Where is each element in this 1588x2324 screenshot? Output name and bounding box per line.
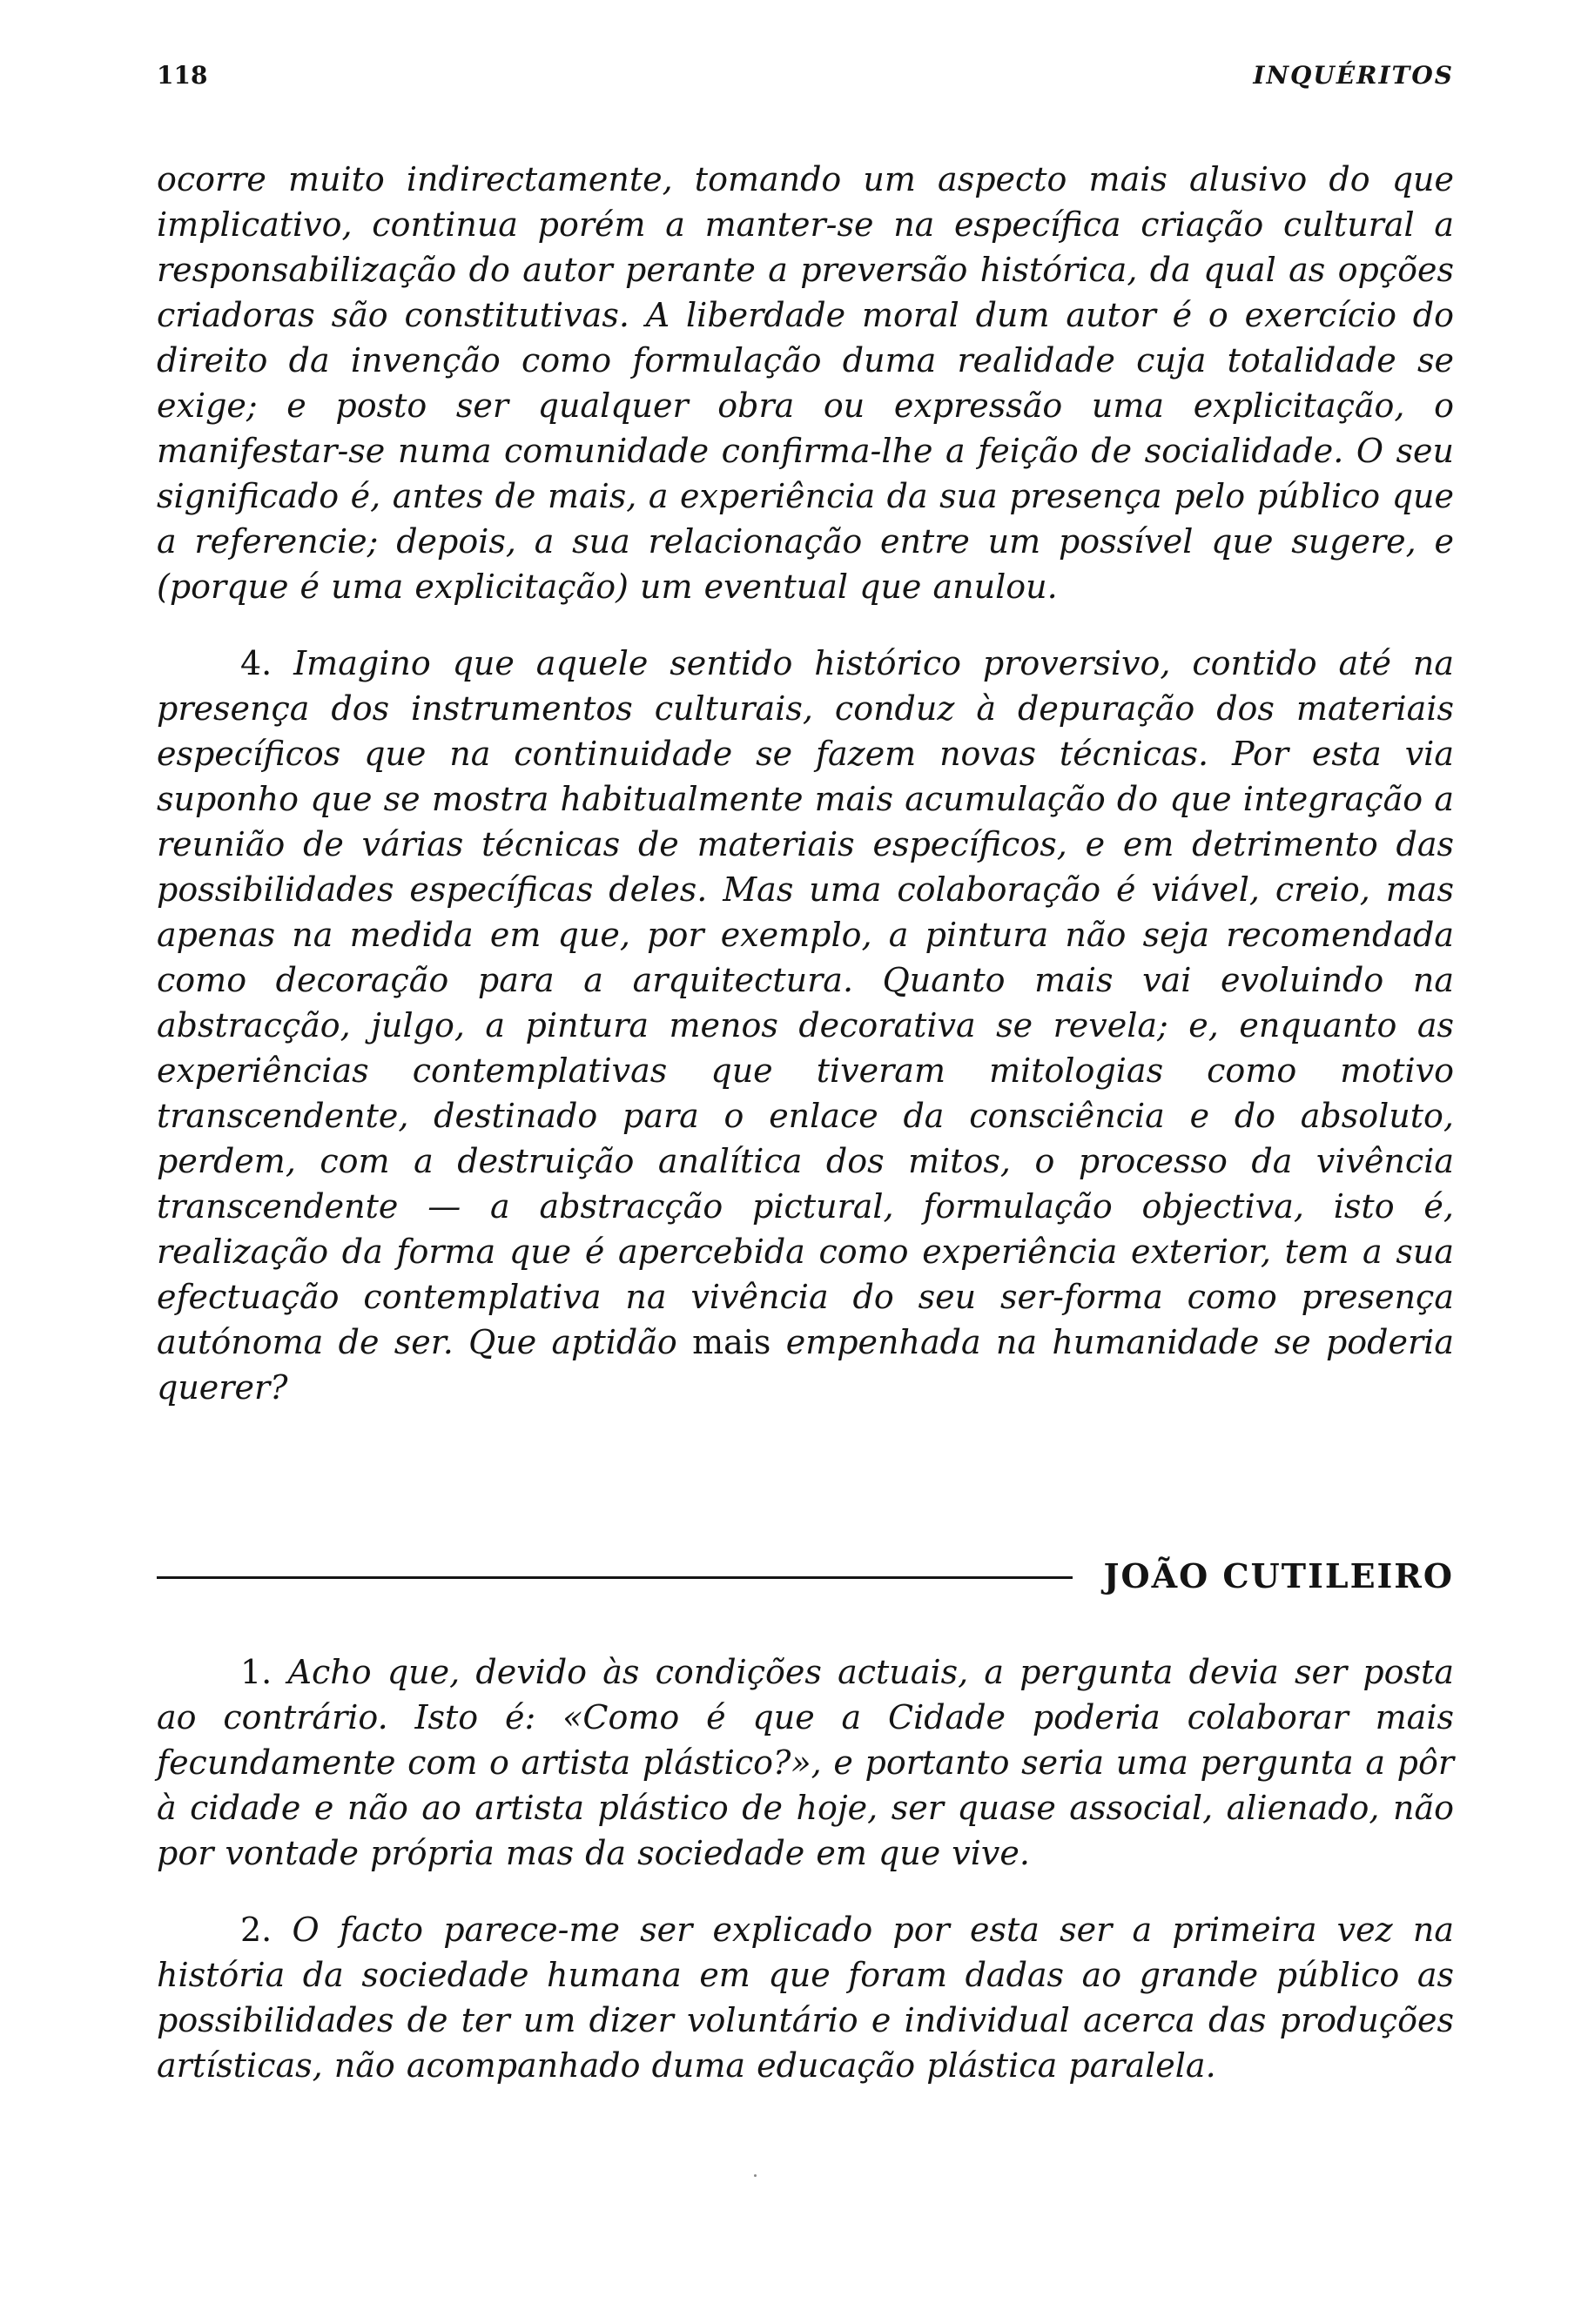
section-4-text-before: Imagino que aquele sentido histórico proversivo, contido até na presença dos instrumentos culturais, conduz à depuração dos materiais específicos que na continuidade se fazem novas técnicas. Por esta via suponho que se mostra habitualmente mais acumulação do que integração a reunião de várias técnicas de materiais específicos, e em detrimento das possibilidades específicas deles. Mas uma colaboração é viável, creio, mas apenas na medida em que, por exemplo, a pintura não seja recomendada como decoração para a arquitectura. Quanto mais vai evoluindo na abstracção, julgo, a pintura menos decorativa se revela; e, enquanto as experiências contemplativas que tiveram mitologias como motivo transcendente, destinado para o enlace da consciência e do absoluto, perdem, com a destruição analítica dos mitos, o processo da vivência transcendente — a abstracção pictural, formulação objectiva, isto é, realização da forma que é apercebida como experiência exterior, tem a sua efectuação contemplativa na vivência do seu ser-forma como presença autónoma de ser. Que aptidão (157, 644, 1454, 1361)
page-header (157, 61, 1454, 96)
answer-paragraph-2 (157, 1907, 1454, 2088)
paragraph-gap (157, 1876, 1454, 1907)
answer-text: Acho que, devido às condições actuais, a pergunta devia ser posta ao contrário. Isto é: «Como é que a Cidade poderia colaborar mais fecundamente com o artista plástico?», e portanto seria uma pergunta a pôr à cidade e não ao artista plástico de hoje, ser quase associal, alienado, não por vontade própria mas da sociedade em que vive. (157, 1653, 1454, 1872)
answer-number: 2. (240, 1911, 273, 1949)
author-signature (157, 1549, 1454, 1602)
running-head: INQUÉRITOS (1253, 61, 1454, 90)
answer-paragraph-1 (157, 1649, 1454, 1876)
signature-rule (157, 1576, 1073, 1579)
footer-mark (754, 2174, 757, 2177)
section-4-text-after: empenhada na humanidade se poderia querer? (157, 1323, 1454, 1407)
page-number: 118 (157, 61, 208, 90)
answer-text: O facto parece-me ser explicado por esta ser a primeira vez na história da sociedade humana em que foram dadas ao grande público as possibilidades de ter um dizer voluntário e individual acerca das produções artísticas, não acompanhado duma educação plástica paralela. (157, 1911, 1454, 2085)
paragraph-gap (157, 609, 1454, 641)
author-name: JOÃO CUTILEIRO (1103, 1555, 1454, 1595)
section-4-upright-word: mais (692, 1323, 771, 1361)
section-number: 4. (240, 644, 273, 682)
essay-body (157, 157, 1454, 1410)
answer-number: 1. (240, 1653, 273, 1691)
continuation-paragraph: ocorre muito indirectamente, tomando um aspecto mais alusivo do que implicativo, continua porém a manter-se na específica criação cultural a responsabilização do autor perante a preversão histórica, da qual as opções criadoras são constitutivas. A liberdade moral dum autor é o exercício do direito da invenção como formulação duma realidade cuja totalidade se exige; e posto ser qualquer obra ou expressão uma explicitação, o manifestar-se numa comunidade confirma-lhe a feição de socialidade. O seu significado é, antes de mais, a experiência da sua presença pelo público que a referencie; depois, a sua relacionação entre um possível que sugere, e (porque é uma explicitação) um eventual que anulou. (157, 160, 1454, 606)
author-answers (157, 1649, 1454, 2088)
section-4-paragraph (157, 641, 1454, 1410)
